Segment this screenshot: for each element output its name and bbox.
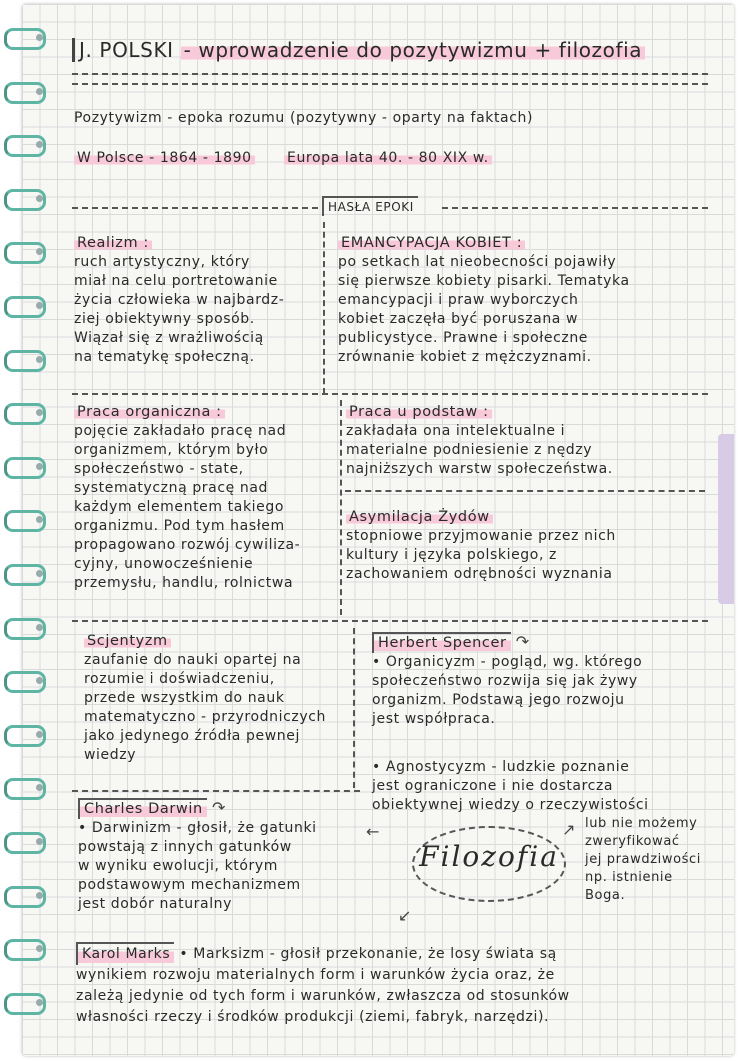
asymilacja-heading: Asymilacja Żydów bbox=[346, 508, 616, 527]
marks-first-row bbox=[76, 942, 570, 965]
text-line: organizmem, którym było bbox=[74, 442, 269, 458]
spencer-heading: Herbert Spencer ↷ bbox=[372, 632, 642, 653]
text-line: po setkach lat nieobecności pojawiły bbox=[338, 254, 617, 270]
hasla-epoki-label: HASŁA EPOKI bbox=[322, 196, 418, 216]
divider bbox=[72, 83, 708, 85]
text-line: jako jedynego źródła pewnej bbox=[84, 728, 300, 744]
praca-organiczna-body bbox=[74, 422, 300, 593]
text-line: najniższych warstw społeczeństwa. bbox=[346, 461, 613, 477]
text-line: kobiet zaczęła być poruszana w bbox=[338, 311, 579, 327]
filozofia-bubble bbox=[412, 826, 566, 902]
spiral-coil bbox=[2, 457, 46, 478]
text-line: powstają z innych gatunków bbox=[78, 839, 292, 855]
arrow-down-icon: ↷ bbox=[211, 798, 226, 817]
darwin-section bbox=[78, 798, 317, 914]
spiral-coil bbox=[2, 242, 46, 263]
text-line: jest dobór naturalny bbox=[78, 896, 233, 912]
text-line: zakładała ona intelektualne i bbox=[346, 423, 566, 439]
text-line: emancypacji i praw wyborczych bbox=[338, 292, 579, 308]
darwin-heading: Charles Darwin ↷ bbox=[78, 798, 317, 819]
marks-line-0: • Marksizm - głosił przekonanie, że losy świata są bbox=[179, 946, 557, 962]
text-line: publicystyce. Prawne i społeczne bbox=[338, 330, 589, 346]
text-line: jest współpraca. bbox=[372, 711, 496, 727]
text-line: pojęcie zakładało pracę nad bbox=[74, 423, 287, 439]
spiral-coil bbox=[2, 671, 46, 692]
realizm-body bbox=[74, 253, 284, 367]
text-line: ziej obiektywny sposób. bbox=[74, 311, 255, 327]
spiral-coil bbox=[2, 725, 46, 746]
text-line: • Agnostycyzm - ludzkie poznanie bbox=[372, 759, 630, 775]
spiral-coil bbox=[2, 993, 46, 1014]
asymilacja-section bbox=[346, 508, 616, 584]
agnostycyzm-section bbox=[372, 758, 649, 815]
spiral-coil bbox=[2, 135, 46, 156]
text-line: zaufanie do nauki opartej na bbox=[84, 652, 302, 668]
arrow-down-icon: ↷ bbox=[515, 632, 530, 651]
realizm-section bbox=[74, 234, 284, 367]
spiral-coil bbox=[2, 778, 46, 799]
text-line: przede wszystkim do nauk bbox=[84, 690, 285, 706]
column-divider bbox=[340, 400, 342, 615]
text-line: przemysłu, handlu, rolnictwa bbox=[74, 575, 294, 591]
spiral-coil bbox=[2, 189, 46, 210]
page-tab bbox=[718, 434, 734, 604]
europe-dates: Europa lata 40. - 80 XIX w. bbox=[284, 150, 492, 166]
text-line: stopniowe przyjmowanie przez nich bbox=[346, 528, 616, 544]
divider bbox=[345, 490, 705, 492]
text-line: wiedzy bbox=[84, 747, 137, 763]
text-line: Boga. bbox=[585, 888, 626, 903]
spiral-binding bbox=[2, 28, 46, 1046]
praca-organiczna-heading: Praca organiczna : bbox=[74, 403, 300, 422]
text-line: cyjny, unowocześnienie bbox=[74, 556, 254, 572]
text-line: jest ograniczone i nie dostarcza bbox=[372, 778, 614, 794]
column-divider bbox=[353, 628, 355, 788]
text-line: organizm. Podstawą jego rozwoju bbox=[372, 692, 625, 708]
marks-section bbox=[76, 942, 570, 1028]
text-line: np. istnienie bbox=[585, 870, 673, 885]
scjentyzm-section bbox=[84, 632, 326, 765]
praca-u-podstaw-heading: Praca u podstaw : bbox=[346, 403, 613, 422]
spiral-coil bbox=[2, 82, 46, 103]
text-line: na tematykę społeczną. bbox=[74, 349, 255, 365]
praca-u-podstaw-section bbox=[346, 403, 613, 479]
spiral-coil bbox=[2, 832, 46, 853]
text-line: zachowaniem odrębności wyznania bbox=[346, 566, 613, 582]
spiral-coil bbox=[2, 350, 46, 371]
text-line: lub nie możemy bbox=[585, 816, 698, 831]
text-line: podstawowym mechanizmem bbox=[78, 877, 301, 893]
praca-u-podstaw-body bbox=[346, 422, 613, 479]
text-line: materialne podniesienie z nędzy bbox=[346, 442, 593, 458]
text-line: jej prawdziwości bbox=[585, 852, 701, 867]
arrow-up-right-icon: ↗ bbox=[562, 820, 576, 839]
intro-line bbox=[74, 110, 533, 126]
arrow-left-icon: ← bbox=[366, 822, 380, 841]
divider bbox=[72, 790, 360, 792]
text-line: się pierwsze kobiety pisarki. Tematyka bbox=[338, 273, 630, 289]
title-rest: - wprowadzenie do pozytywizmu + filozofia bbox=[181, 38, 646, 62]
divider bbox=[442, 207, 708, 209]
organicyzm-body bbox=[372, 653, 642, 729]
poland-dates: W Polsce - 1864 - 1890 bbox=[74, 150, 255, 166]
intro-text: Pozytywizm - epoka rozumu (pozytywny - oparty na faktach) bbox=[74, 110, 534, 126]
agnostycyzm-body bbox=[372, 758, 649, 815]
text-line: życia człowieka w najbardz- bbox=[74, 292, 285, 308]
text-line: społeczeństwo - state, bbox=[74, 461, 244, 477]
spiral-coil bbox=[2, 296, 46, 317]
text-line: systematyczną pracę nad bbox=[74, 480, 269, 496]
marks-line-1: wynikiem rozwoju materialnych form i warunków życia oraz, że bbox=[76, 967, 555, 983]
spiral-coil bbox=[2, 28, 46, 49]
text-line: ruch artystyczny, który bbox=[74, 254, 250, 270]
title-prefix: J. POLSKI bbox=[72, 38, 174, 62]
arrow-down-left-icon: ↙ bbox=[398, 906, 412, 925]
spiral-coil bbox=[2, 403, 46, 424]
agnostycyzm-tail bbox=[585, 815, 701, 905]
text-line: obiektywnej wiedzy o rzeczywistości bbox=[372, 797, 649, 813]
spiral-coil bbox=[2, 618, 46, 639]
emancypacja-body bbox=[338, 253, 630, 367]
spiral-coil bbox=[2, 564, 46, 585]
text-line: Wiązał się z wrażliwością bbox=[74, 330, 264, 346]
text-line: miał na celu portretowanie bbox=[74, 273, 278, 289]
text-line: • Organicyzm - pogląd, wg. którego bbox=[372, 654, 643, 670]
spiral-coil bbox=[2, 886, 46, 907]
divider bbox=[72, 207, 318, 209]
page-title bbox=[72, 38, 645, 62]
text-line: organizmu. Pod tym hasłem bbox=[74, 518, 285, 534]
divider bbox=[72, 620, 708, 622]
darwin-body bbox=[78, 819, 317, 914]
text-line: każdym elementem takiego bbox=[74, 499, 285, 515]
text-line: w wyniku ewolucji, którym bbox=[78, 858, 279, 874]
scjentyzm-heading: Scjentyzm bbox=[84, 632, 326, 651]
spencer-section bbox=[372, 632, 642, 729]
text-line: rozumie i doświadczeniu, bbox=[84, 671, 275, 687]
filozofia-label: Filozofia bbox=[419, 840, 559, 873]
emancypacja-section bbox=[338, 234, 630, 367]
text-line: propagowano rozwój cywiliza- bbox=[74, 537, 301, 553]
praca-organiczna-section bbox=[74, 403, 300, 593]
realizm-heading: Realizm : bbox=[74, 234, 284, 253]
text-line: zrównanie kobiet z mężczyznami. bbox=[338, 349, 592, 365]
column-divider bbox=[323, 222, 325, 394]
divider bbox=[72, 73, 708, 75]
text-line: zweryfikować bbox=[585, 834, 680, 849]
spiral-coil bbox=[2, 939, 46, 960]
text-line: • Darwinizm - głosił, że gatunki bbox=[78, 820, 317, 836]
spiral-coil bbox=[2, 510, 46, 531]
emancypacja-heading: EMANCYPACJA KOBIET : bbox=[338, 234, 630, 253]
marks-heading: Karol Marks bbox=[76, 942, 174, 965]
scjentyzm-body bbox=[84, 651, 326, 765]
asymilacja-body bbox=[346, 527, 616, 584]
text-line: społeczeństwo rozwija się jak żywy bbox=[372, 673, 638, 689]
marks-line-3: własności rzeczy i środków produkcji (ziemi, fabryk, narzędzi). bbox=[76, 1009, 550, 1025]
text-line: kultury i języka polskiego, z bbox=[346, 547, 558, 563]
text-line: matematyczno - przyrodniczych bbox=[84, 709, 326, 725]
marks-line-2: zależą jedynie od tych form i warunków, zwłaszcza od stosunków bbox=[76, 988, 570, 1004]
divider bbox=[72, 393, 708, 395]
